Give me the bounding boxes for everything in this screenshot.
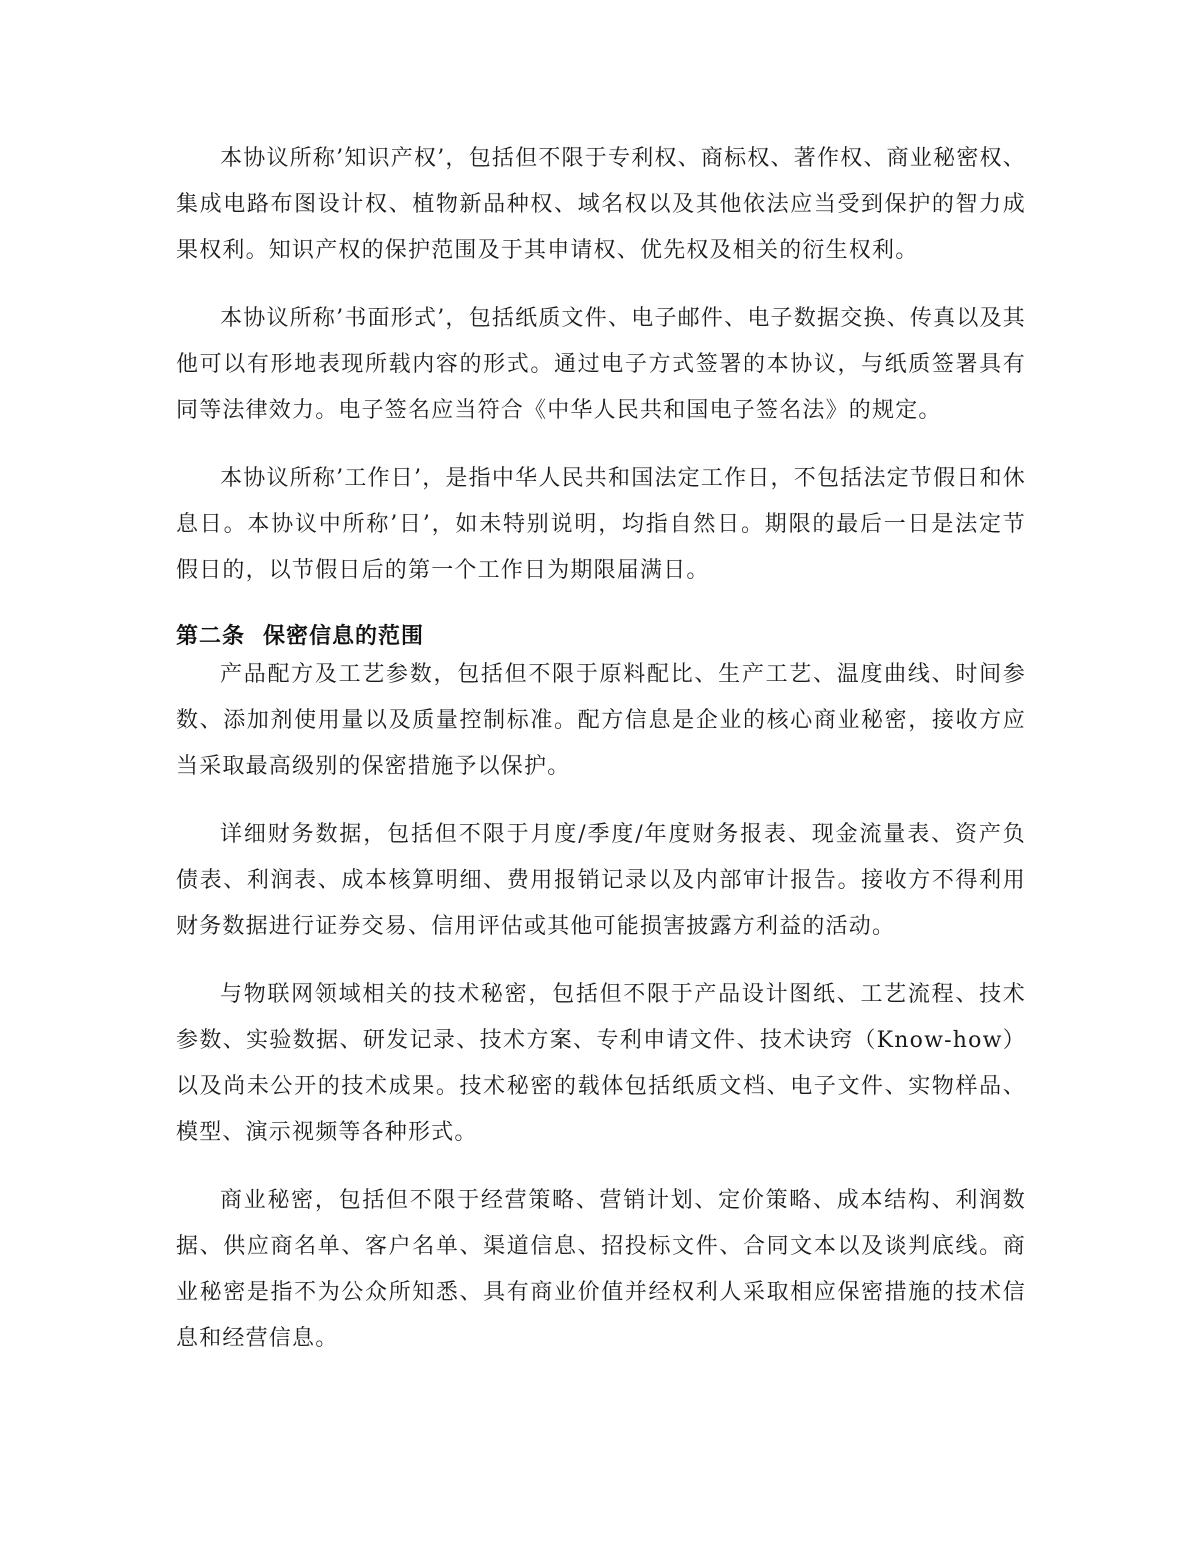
section-number: 第二条 <box>176 624 246 649</box>
definition-paragraph-ip: 本协议所称’知识产权’，包括但不限于专利权、商标权、著作权、商业秘密权、集成电路布图设计权、植物新品种权、域名权以及其他依法应当受到保护的智力成果权利。知识产权的保护范围及于其申请权、优先权及相关的衍生权利。 <box>176 146 1026 263</box>
scope-paragraph-technical: 与物联网领域相关的技术秘密，包括但不限于产品设计图纸、工艺流程、技术参数、实验数据、研发记录、技术方案、专利申请文件、技术诀窍（Know-how）以及尚未公开的技术成果。技术秘密的载体包括纸质文档、电子文件、实物样品、模型、演示视频等各种形式。 <box>176 982 1026 1145</box>
document-body <box>176 136 1026 1384</box>
definition-paragraph-written-form: 本协议所称’书面形式’，包括纸质文件、电子邮件、电子数据交换、传真以及其他可以有形地表现所载内容的形式。通过电子方式签署的本协议，与纸质签署具有同等法律效力。电子签名应当符合《中华人民共和国电子签名法》的规定。 <box>176 306 1026 423</box>
scope-paragraph-formula: 产品配方及工艺参数，包括但不限于原料配比、生产工艺、温度曲线、时间参数、添加剂使用量以及质量控制标准。配方信息是企业的核心商业秘密，接收方应当采取最高级别的保密措施予以保护。 <box>176 662 1026 779</box>
section-title: 保密信息的范围 <box>263 624 425 649</box>
definition-paragraph-working-day: 本协议所称’工作日’，是指中华人民共和国法定工作日，不包括法定节假日和休息日。本协议中所称’日’，如未特别说明，均指自然日。期限的最后一日是法定节假日的，以节假日后的第一个工作日为期限届满日。 <box>176 466 1026 583</box>
section-heading <box>176 616 1026 652</box>
scope-paragraph-financial: 详细财务数据，包括但不限于月度/季度/年度财务报表、现金流量表、资产负债表、利润表、成本核算明细、费用报销记录以及内部审计报告。接收方不得利用财务数据进行证券交易、信用评估或其他可能损害披露方利益的活动。 <box>176 822 1026 939</box>
scope-paragraph-business: 商业秘密，包括但不限于经营策略、营销计划、定价策略、成本结构、利润数据、供应商名单、客户名单、渠道信息、招投标文件、合同文本以及谈判底线。商业秘密是指不为公众所知悉、具有商业价值并经权利人采取相应保密措施的技术信息和经营信息。 <box>176 1188 1026 1351</box>
